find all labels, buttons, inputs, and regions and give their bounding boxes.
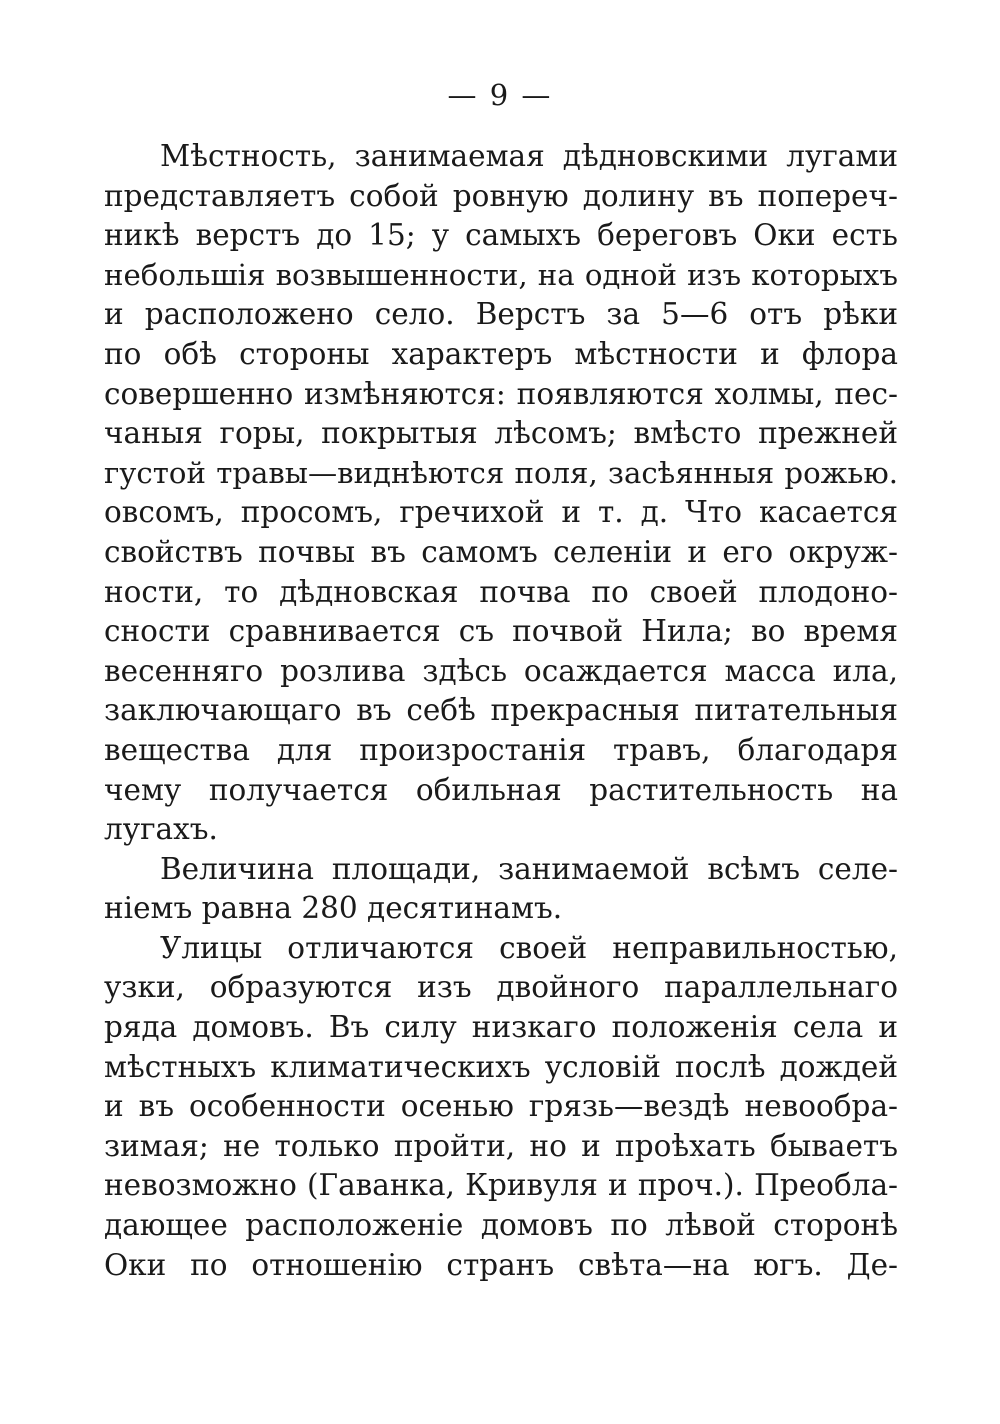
text-line: весенняго розлива здѣсь осаждается масса ила, xyxy=(104,653,898,688)
text-line: вещества для произростанія травъ, благодаря xyxy=(104,732,898,767)
text-line: Оки по отношенію странъ свѣта—на югъ. Де- xyxy=(104,1247,898,1282)
text-line: и въ особенности осенью грязь—вездѣ невообра- xyxy=(104,1089,898,1124)
text-line: ряда домовъ. Въ силу низкаго положенія села и xyxy=(104,1010,898,1045)
text-line: чаныя горы, покрытыя лѣсомъ; вмѣсто прежней xyxy=(104,416,898,451)
text-line: и расположено село. Верстъ за 5—6 отъ рѣки xyxy=(104,297,898,332)
text-line: густой травы—виднѣются поля, засѣянныя рожью. xyxy=(104,455,898,490)
text-line: сности сравнивается съ почвой Нила; во время xyxy=(104,614,898,649)
text-line: ніемъ равна 280 десятинамъ. xyxy=(104,891,563,926)
text-line: Улицы отличаются своей неправильностью, xyxy=(160,930,898,965)
text-line: зимая; не только пройти, но и проѣхать бываетъ xyxy=(104,1128,898,1163)
text-line: Мѣстность, занимаемая дѣдновскими лугами xyxy=(160,139,898,173)
text-line: никѣ верстъ до 15; у самыхъ береговъ Оки есть xyxy=(104,218,898,253)
text-line: небольшія возвышенности, на одной изъ которыхъ xyxy=(104,257,898,292)
text-line: невозможно (Гаванка, Кривуля и проч.). Преобла- xyxy=(104,1168,898,1203)
text-line: по обѣ стороны характеръ мѣстности и флора xyxy=(104,336,898,371)
text-line: мѣстныхъ климатическихъ условій послѣ дождей xyxy=(104,1049,898,1084)
text-line: заключающаго въ себѣ прекрасныя питательныя xyxy=(104,693,898,728)
page-number: — 9 — xyxy=(447,78,553,112)
text-line: узки, образуются изъ двойного параллельнаго xyxy=(104,970,898,1005)
text-line: совершенно измѣняются: появляются холмы, пес- xyxy=(104,376,898,411)
body-text xyxy=(104,137,898,1285)
text-line: лугахъ. xyxy=(104,812,218,847)
text-line: овсомъ, просомъ, гречихой и т. д. Что касается xyxy=(104,495,898,530)
text-line: дающее расположеніе домовъ по лѣвой сторонѣ xyxy=(104,1208,898,1243)
text-line: представляетъ собой ровную долину въ попереч- xyxy=(104,178,898,213)
text-line: ности, то дѣдновская почва по своей плодоно- xyxy=(104,574,898,609)
text-line: свойствъ почвы въ самомъ селеніи и его окруж- xyxy=(104,534,898,569)
text-line: чему получается обильная растительность на xyxy=(104,772,898,807)
text-line: Величина площади, занимаемой всѣмъ селе- xyxy=(160,851,898,886)
